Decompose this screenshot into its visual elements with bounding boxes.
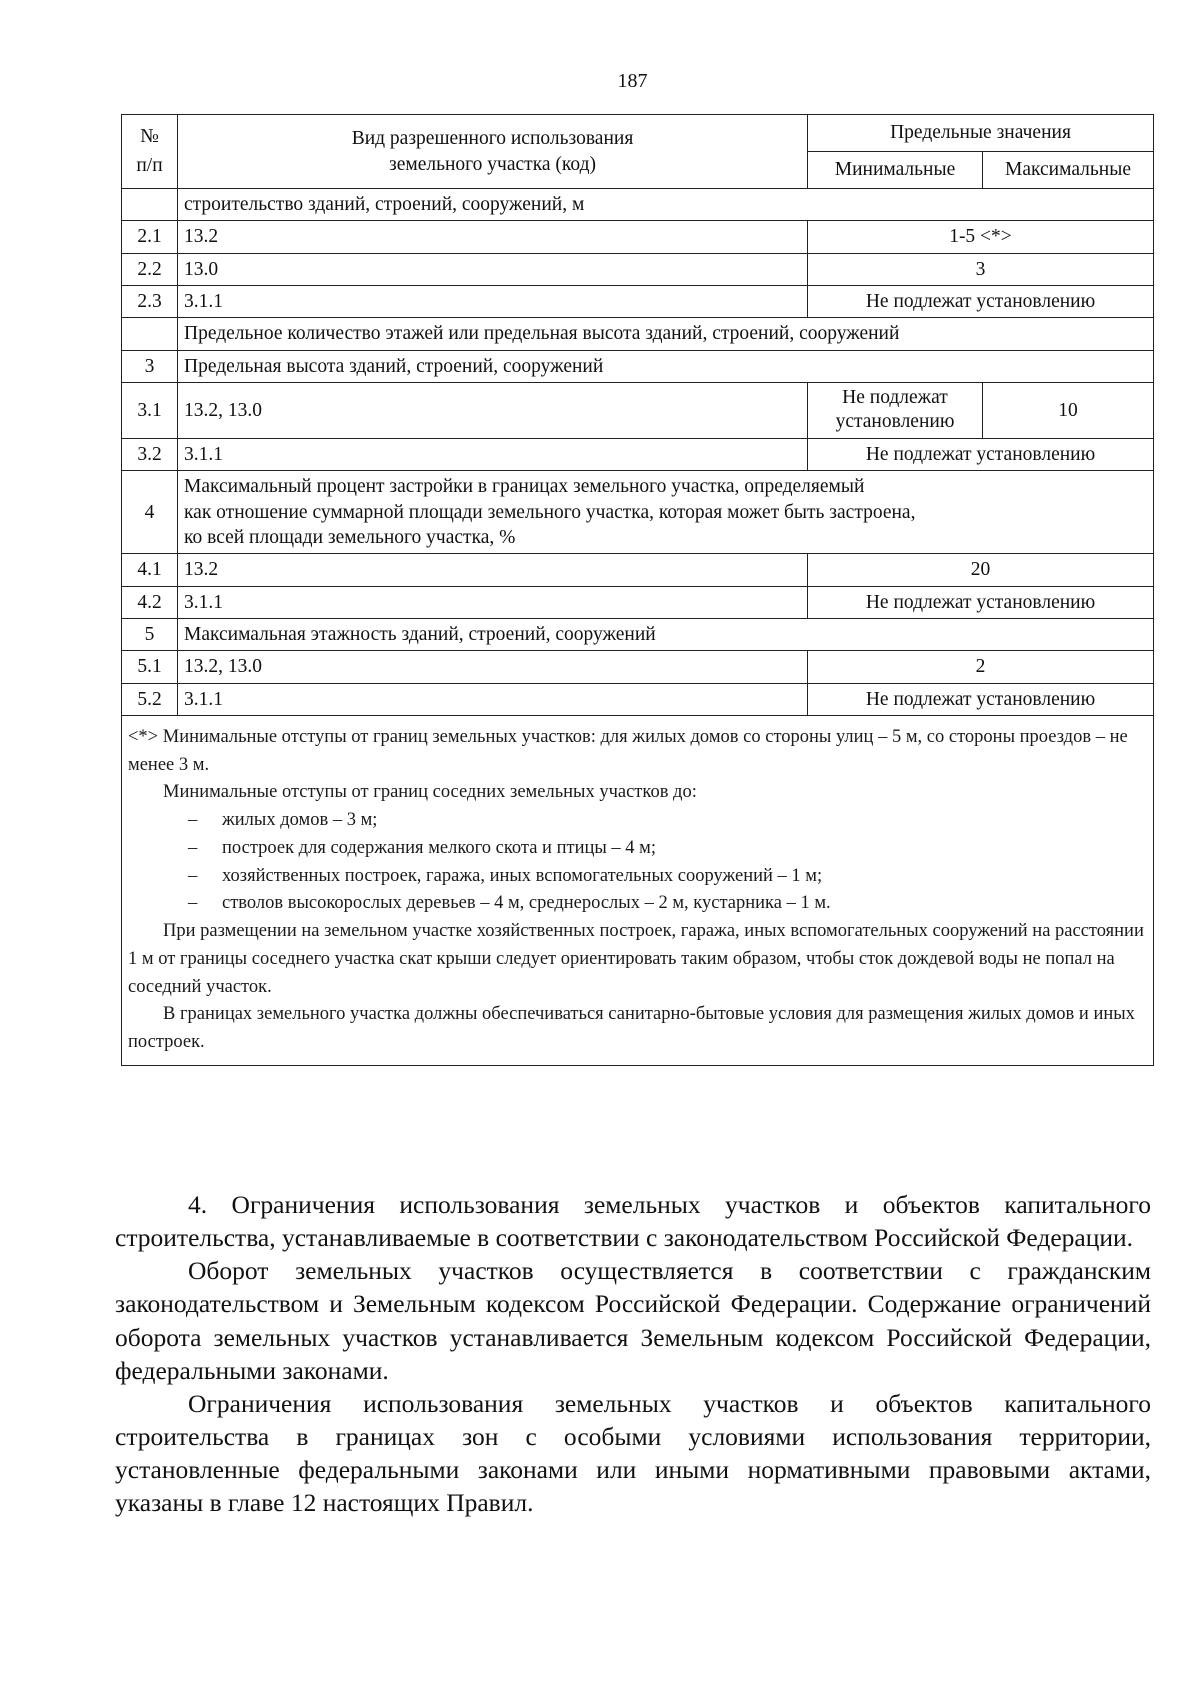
- value-cell: 20: [808, 554, 1154, 586]
- min-line1: Не подлежат: [842, 387, 948, 409]
- code-cell: 13.2: [178, 554, 808, 586]
- code-cell: 13.2, 13.0: [178, 383, 808, 439]
- row-text-line1: Максимальный процент застройки в границах земельного участка, определяемый: [184, 476, 865, 498]
- table-row: [122, 286, 1154, 318]
- code-cell: 3.1.1: [178, 286, 808, 318]
- header-type-line2: земельного участка (код): [389, 153, 596, 175]
- table-row: [122, 438, 1154, 470]
- table-row: [122, 683, 1154, 715]
- header-limits: Предельные значения: [808, 115, 1154, 152]
- code-cell: 13.2: [178, 221, 808, 253]
- table-row: [122, 189, 1154, 221]
- min-cell: [808, 383, 983, 439]
- body-text: [115, 1188, 1151, 1519]
- code-cell: 13.2, 13.0: [178, 651, 808, 683]
- section-heading: 4. Ограничения использования земельных участков и объектов капитального строительства, устанавливаемые в соответствии с законодательством Российской Федерации.: [115, 1190, 1151, 1253]
- num-cell: 3: [122, 350, 178, 382]
- header-type: [178, 115, 808, 189]
- num-cell: [122, 318, 178, 350]
- footnote-p3: При размещении на земельном участке хозяйственных построек, гаража, иных вспомогательных сооружений на расстоянии 1 м от границы соседнего участка скат крыши следует ориентировать таким образом, чтобы сток дождевой воды не попал на соседний участок.: [128, 921, 1144, 997]
- header-num-line2: п/п: [136, 154, 163, 176]
- header-min: Минимальные: [808, 152, 983, 189]
- num-cell: 2.1: [122, 221, 178, 253]
- value-cell: 3: [808, 253, 1154, 285]
- row-text-line2: как отношение суммарной площади земельного участка, которая может быть застроена,: [184, 501, 916, 523]
- num-cell: 5.1: [122, 651, 178, 683]
- header-row: [122, 115, 1154, 152]
- code-cell: 3.1.1: [178, 586, 808, 618]
- table-row: [122, 253, 1154, 285]
- footnote: [122, 715, 1154, 1065]
- footnote-p2: Минимальные отступы от границ соседних земельных участков до:: [163, 782, 697, 803]
- limits-table: [121, 114, 1154, 1066]
- min-line2: установлению: [835, 411, 955, 433]
- footnote-item: – жилых домов – 3 м;: [128, 807, 1147, 835]
- footnote-item: – построек для содержания мелкого скота и птицы – 4 м;: [128, 835, 1147, 863]
- table-row: [122, 618, 1154, 650]
- table-row: [122, 350, 1154, 382]
- page-number: 187: [617, 70, 648, 92]
- table-row: [122, 651, 1154, 683]
- value-cell: 2: [808, 651, 1154, 683]
- value-cell: Не подлежат установлению: [808, 438, 1154, 470]
- value-cell: Не подлежат установлению: [808, 586, 1154, 618]
- num-cell: 5: [122, 618, 178, 650]
- table-row: [122, 586, 1154, 618]
- value-cell: Не подлежат установлению: [808, 286, 1154, 318]
- header-max: Максимальные: [983, 152, 1154, 189]
- footnote-item: – хозяйственных построек, гаража, иных вспомогательных сооружений – 1 м;: [128, 863, 1147, 891]
- num-cell: 4.2: [122, 586, 178, 618]
- code-cell: 3.1.1: [178, 438, 808, 470]
- value-cell: Не подлежат установлению: [808, 683, 1154, 715]
- header-type-line1: Вид разрешенного использования: [351, 128, 634, 150]
- num-cell: 2.2: [122, 253, 178, 285]
- body-paragraph: Оборот земельных участков осуществляется в соответствии с гражданским законодательством и Земельным кодексом Российской Федерации. Содержание ограничений оборота земельных участков устанавливается Земельным кодексом Российской Федерации, федеральными законами.: [115, 1256, 1151, 1385]
- row-text: строительство зданий, строений, сооружений, м: [178, 189, 1154, 221]
- table-row: [122, 318, 1154, 350]
- num-cell: 3.1: [122, 383, 178, 439]
- num-cell: 4.1: [122, 554, 178, 586]
- num-cell: 5.2: [122, 683, 178, 715]
- body-paragraph: Ограничения использования земельных участков и объектов капитального строительства в границах зон с особыми условиями использования территории, установленные федеральными законами или иными нормативными правовыми актами, указаны в главе 12 настоящих Правил.: [115, 1388, 1151, 1518]
- table-row: [122, 554, 1154, 586]
- row-text: Предельное количество этажей или предельная высота зданий, строений, сооружений: [178, 318, 1154, 350]
- num-cell: 2.3: [122, 286, 178, 318]
- value-cell: 1-5 <*>: [808, 221, 1154, 253]
- table-row: [122, 221, 1154, 253]
- row-text: Максимальная этажность зданий, строений, сооружений: [178, 618, 1154, 650]
- row-text: Предельная высота зданий, строений, сооружений: [178, 350, 1154, 382]
- max-cell: 10: [983, 383, 1154, 439]
- row-text: [178, 471, 1154, 554]
- header-num: [122, 115, 178, 189]
- row-text-line3: ко всей площади земельного участка, %: [184, 526, 516, 548]
- table-row: [122, 383, 1154, 439]
- footnote-row: [122, 715, 1154, 1065]
- footnote-p1: <*> Минимальные отступы от границ земельных участков: для жилых домов со стороны улиц – 5 м, со стороны проездов – не менее 3 м.: [128, 726, 1128, 775]
- header-num-line1: №: [140, 126, 159, 148]
- table-row: [122, 471, 1154, 554]
- num-cell: [122, 189, 178, 221]
- code-cell: 3.1.1: [178, 683, 808, 715]
- num-cell: 3.2: [122, 438, 178, 470]
- footnote-item: – стволов высокорослых деревьев – 4 м, среднерослых – 2 м, кустарника – 1 м.: [128, 890, 1147, 918]
- code-cell: 13.0: [178, 253, 808, 285]
- footnote-p4: В границах земельного участка должны обеспечиваться санитарно-бытовые условия для размещения жилых домов и иных построек.: [128, 1004, 1135, 1053]
- num-cell: 4: [122, 471, 178, 554]
